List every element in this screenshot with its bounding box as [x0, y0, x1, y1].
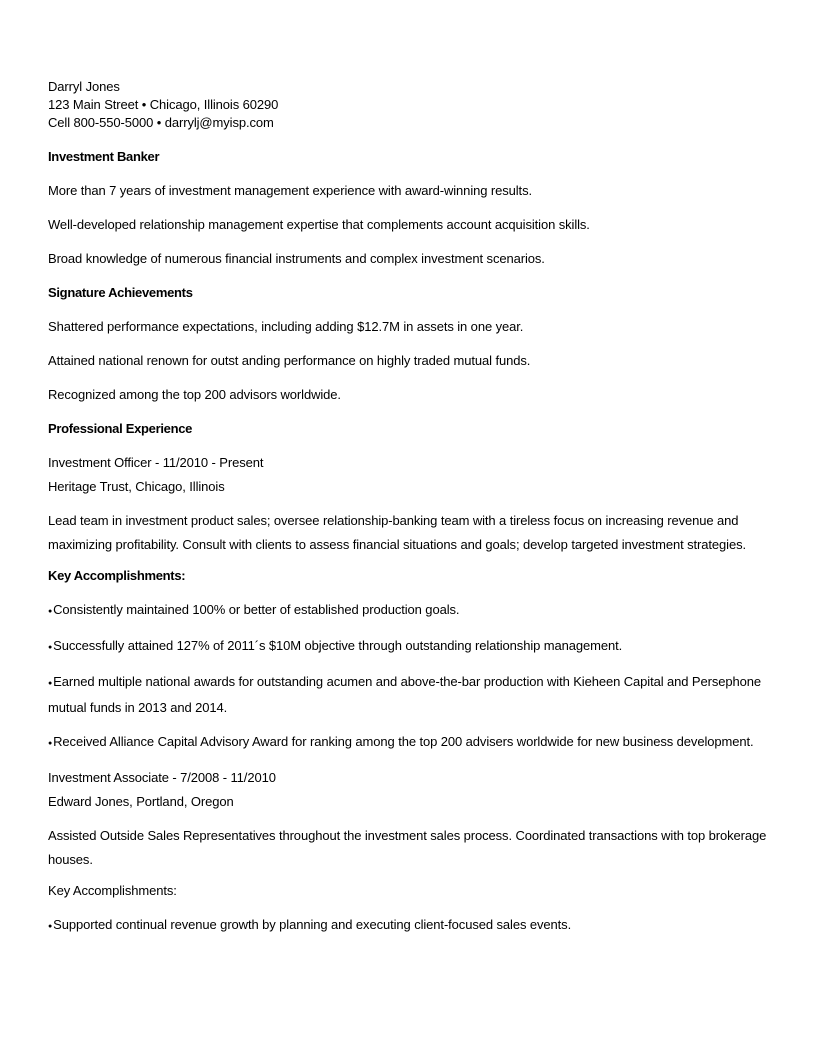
- contact-phone-email: Cell 800-550-5000 • darrylj@myisp.com: [48, 115, 274, 130]
- job-title: Investment Associate - 7/2008 - 11/2010: [48, 770, 276, 785]
- job-company: Edward Jones, Portland, Oregon: [48, 794, 234, 809]
- job-company: Heritage Trust, Chicago, Illinois: [48, 479, 225, 494]
- achievement-item: Shattered performance expectations, including adding $12.7M in assets in one year.: [48, 319, 524, 334]
- summary-item: Well-developed relationship management expertise that complements account acquisition skills.: [48, 217, 590, 232]
- accomplishments-heading: Key Accomplishments:: [48, 568, 186, 583]
- accomplishment-item: ● Consistently maintained 100% or better of established production goals.: [48, 601, 778, 621]
- accomplishment-item: ● Received Alliance Capital Advisory Award for ranking among the top 200 advisers worldwide for new business development.: [48, 730, 778, 756]
- achievement-item: Recognized among the top 200 advisors worldwide.: [48, 387, 341, 402]
- experience-heading: Professional Experience: [48, 421, 193, 436]
- accomplishment-item: ● Supported continual revenue growth by planning and executing client-focused sales events.: [48, 916, 778, 936]
- accomplishments-label: Key Accomplishments:: [48, 883, 177, 898]
- accomplishment-item: ● Earned multiple national awards for outstanding acumen and above-the-bar production with Kieheen Capital and Persephone mutual funds in 2013 and 2014.: [48, 670, 778, 720]
- resume-page: [48, 78, 778, 936]
- job-description: Assisted Outside Sales Representatives throughout the investment sales process. Coordinated transactions with top brokerage houses.: [48, 828, 767, 867]
- contact-address: 123 Main Street • Chicago, Illinois 60290: [48, 97, 279, 112]
- summary-item: More than 7 years of investment management experience with award-winning results.: [48, 183, 532, 198]
- job-description: Lead team in investment product sales; oversee relationship-banking team with a tireless focus on increasing revenue and maximizing profitability. Consult with clients to assess financial situations and goals; develop targeted investment strategies.: [48, 513, 746, 552]
- achievements-heading: Signature Achievements: [48, 285, 193, 300]
- contact-name: Darryl Jones: [48, 79, 120, 94]
- job-title: Investment Officer - 11/2010 - Present: [48, 455, 264, 470]
- accomplishment-item: ● Successfully attained 127% of 2011´s $10M objective through outstanding relationship management.: [48, 637, 778, 657]
- achievement-item: Attained national renown for outst anding performance on highly traded mutual funds.: [48, 353, 531, 368]
- summary-heading: Investment Banker: [48, 149, 160, 164]
- summary-item: Broad knowledge of numerous financial instruments and complex investment scenarios.: [48, 251, 545, 266]
